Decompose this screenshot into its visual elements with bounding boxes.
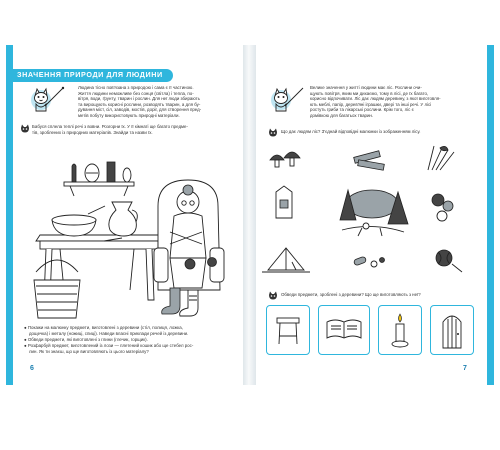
left-bullet-1: ● Покажи на малюнку предмети, виготовлені з деревини (стіл, полиця, ложка, дощечка) і металу (ножиці, спиці). Наведи власні приклади речей із деревини. [24,325,189,336]
left-bullet-3: ● Розфарбуй предмет, виготовлений із лози — плетений кошик або ще стебел рос- лин. Як ти знаєш, що ще виготовляють із цього матеріалу? [24,343,194,354]
wicker-basket-illustration [34,260,80,318]
question-wood: Обведи предмети, зроблені з деревини? Що ще виготовляють з неї? [281,292,421,297]
left-page-edge [6,45,13,385]
cat-teacher-icon [30,84,66,114]
wooden-shelf-illustration [64,162,134,196]
cat-icon [268,128,278,137]
book-spine [243,45,256,385]
firewood-illustration [354,151,385,170]
right-intro-text: Велике значення у житті людини має ліс. Рослини очи- щують повітря, яким ми дихаємо, тому в лісі, де їх багато, корисно відпочивати. Ліс дає людям деревину, з якої виготовля- ють меблі, папір, дерев'яні іграшки, двері та інші речі. У лісі ростуть гриби та лікарські рослини. Крім того, ліс є домівкою для багатьох тварин. [310,85,441,118]
stool-box[interactable] [266,305,310,355]
medicine-pills-illustration [353,256,384,267]
mushrooms-illustration [270,152,300,167]
wool-socks-illustration [162,288,198,316]
candle-illustration [391,312,409,348]
left-bullet-2: ● Обведи предмети, які виготовлені з глини (глечик, горщик). [24,337,148,342]
cat-icon [268,291,278,300]
page-number-left: 6 [30,365,34,372]
section-title: ЗНАЧЕННЯ ПРИРОДИ ДЛЯ ЛЮДИНИ [17,70,163,79]
open-book-illustration [325,318,363,342]
nuts-fruits-illustration [432,194,453,221]
herbs-illustration [428,146,454,170]
wooden-door-illustration [441,310,463,350]
grandmother-illustration [154,180,224,290]
right-page-edge [487,45,494,385]
cat-icon [20,124,30,133]
clay-jug-illustration [109,202,137,236]
candle-box[interactable] [378,305,422,355]
cat-pointer-icon [270,84,306,114]
clay-bowl-illustration [52,206,105,236]
book-box[interactable] [318,305,370,355]
yarn-ball-illustration [436,250,462,272]
door-box[interactable] [430,305,474,355]
left-intro-text: Людина тісно пов'язана з природою і сама є її частиною. Життя людини неможливе без сонця (світла) і тепла, по- вітря, води, ґрунту, тварин і рослин. Для неї люди збирають та вирощують корисні рослини, розводять тварин, а для бу- дування міст, сіл, заводів, мостів, доріг, для створення пред- метів побуту використовують природні матеріали. [78,85,202,118]
forest-matching-illustration [262,140,487,280]
milk-carton-illustration [276,186,292,218]
forest-picture-illustration [340,190,408,236]
grandmother-room-illustration [30,140,235,320]
question-forest: Що дає людям ліс? З'єднай відповідні малюнки із зображенням лісу. [281,129,421,134]
page-number-right: 7 [463,365,467,372]
left-task-text: Бабуся сплела теплі речі з вовни. Розгорни їх. У її кімнаті ще багато предме- тів, зроблених із природних матеріалів. Знайди та назви їх. [32,124,188,135]
stool-illustration [275,314,301,346]
tent-illustration [262,248,310,272]
